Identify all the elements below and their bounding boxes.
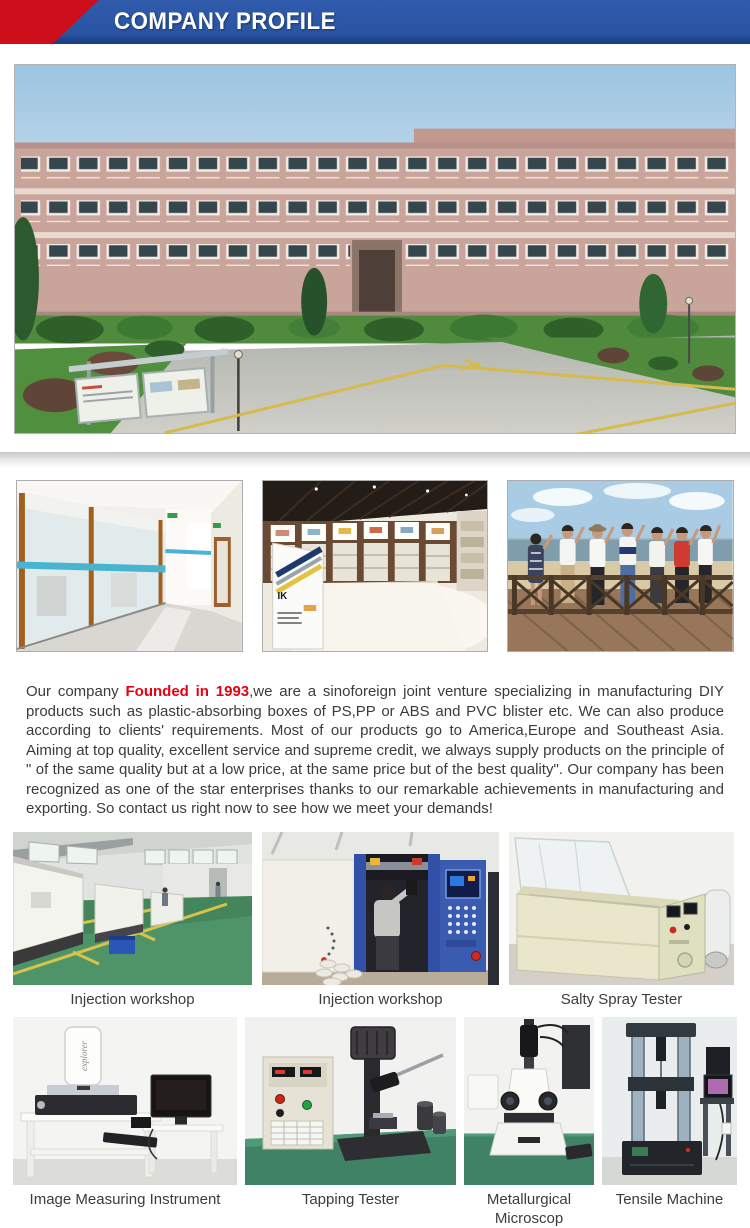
team-beach-photo	[507, 480, 734, 652]
red-accent-shape	[0, 0, 99, 44]
photo-caption: Salty Spray Tester	[560, 990, 683, 1008]
injection-workshop-1-item	[13, 832, 252, 1009]
tensile-machine-photo	[602, 1017, 737, 1185]
page-title: COMPANY PROFILE	[114, 8, 336, 35]
team-beach-illustration	[508, 481, 733, 651]
gallery-row	[16, 480, 734, 652]
showroom-photo	[262, 480, 489, 652]
photo-caption: Metallurgical Microscop	[486, 1190, 572, 1227]
image-measuring-instrument-photo	[13, 1017, 237, 1185]
hallway-illustration	[17, 481, 242, 651]
section-divider	[0, 452, 750, 468]
equipment-row	[13, 1017, 737, 1228]
photo-caption: Image Measuring Instrument	[29, 1190, 221, 1208]
tensile-machine-item	[602, 1017, 737, 1228]
metallurgical-microscope-photo	[464, 1017, 594, 1185]
injection-workshop-2-item	[262, 832, 499, 1009]
photo-caption: Tensile Machine	[615, 1190, 724, 1208]
factory-building-illustration	[15, 65, 735, 433]
machine-brand-label: explorer	[79, 1040, 89, 1071]
founded-highlight: Founded in 1993	[125, 683, 250, 700]
tapping-tester-photo	[245, 1017, 456, 1185]
image-measuring-instrument-item	[13, 1017, 237, 1228]
office-hallway-photo	[16, 480, 243, 652]
photo-caption: Injection workshop	[318, 990, 443, 1008]
metallurgical-microscope-item	[464, 1017, 594, 1228]
showroom-illustration	[263, 481, 488, 651]
injection-workshop-2-photo	[262, 832, 499, 985]
company-description	[26, 682, 724, 819]
description-prefix: Our company	[26, 683, 126, 700]
workshop-row	[13, 832, 737, 1009]
injection-workshop-1-photo	[13, 832, 252, 985]
description-body: ,we are a sinoforeign joint venture specializing in manufacturing DIY products such as plastic-absorbing boxes of PS,PP or ABS and PVC blister etc. We can also produce according to clients' requirements. Most of our products go to America,Europe and Southeast Asia. Aiming at top quality, excellent service and supreme credit, we always supply products on the principle of " of the same quality but at a low price, at the same price but of the best quality". Our company has been recognized as one of the star enterprises thanks to our remarkable achievements in manufacturing and exporting. So contact us right now to see how we meet your demands!	[26, 683, 724, 817]
photo-caption: Tapping Tester	[301, 1190, 400, 1208]
section-header-banner	[0, 0, 750, 44]
factory-building-photo	[14, 64, 736, 434]
tapping-tester-item	[245, 1017, 456, 1228]
photo-caption: Injection workshop	[70, 990, 195, 1008]
salty-spray-tester-photo	[509, 832, 734, 985]
salty-spray-tester-item	[509, 832, 734, 1009]
svg-text:IK: IK	[277, 590, 287, 603]
